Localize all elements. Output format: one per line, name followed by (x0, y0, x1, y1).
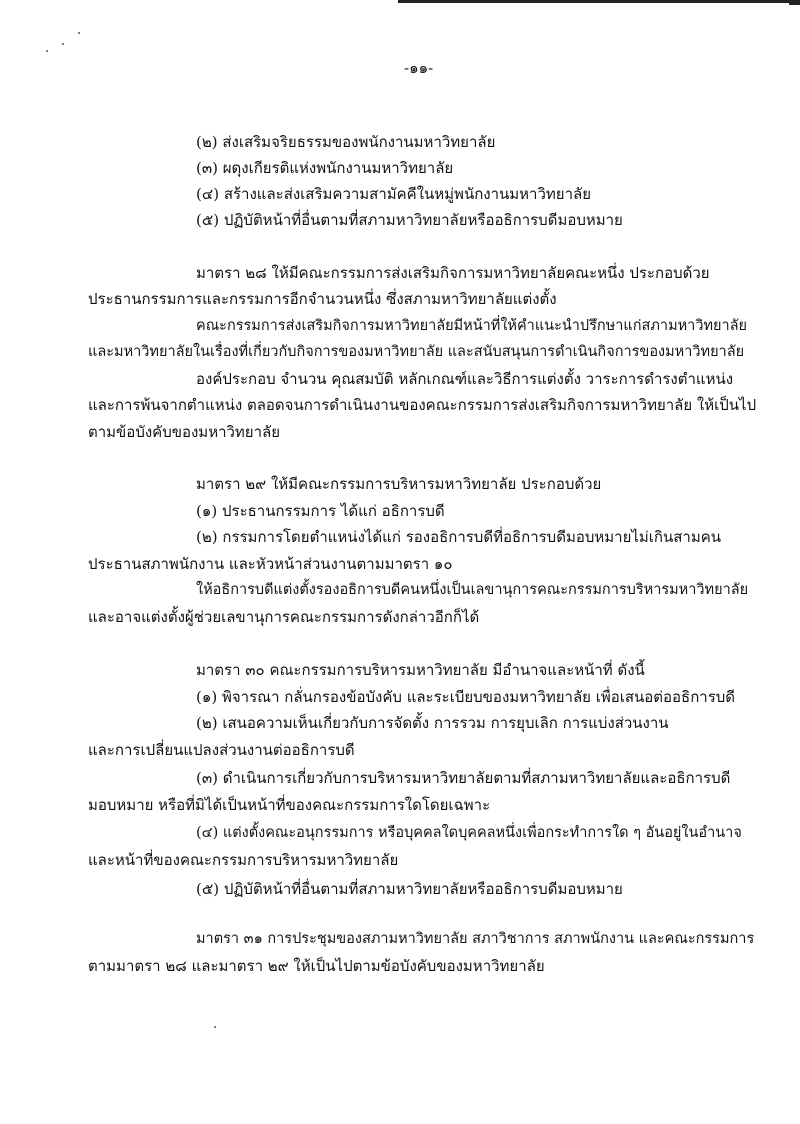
scan-speck (62, 43, 64, 45)
scan-speck (214, 1026, 216, 1028)
text-line: (๓) ผดุงเกียรติแห่งพนักงานมหาวิทยาลัย (196, 159, 454, 177)
text-line: มอบหมาย หรือที่มิได้เป็นหน้าที่ของคณะกรรมการใดโดยเฉพาะ (88, 796, 491, 814)
text-line: (๑) พิจารณา กลั่นกรองข้อบังคับ และระเบียบของมหาวิทยาลัย เพื่อเสนอต่ออธิการบดี (196, 688, 736, 706)
text-line: (๕) ปฏิบัติหน้าที่อื่นตามที่สภามหาวิทยาลัยหรืออธิการบดีมอบหมาย (196, 880, 623, 898)
text-line: (๒) เสนอความเห็นเกี่ยวกับการจัดตั้ง การรวม การยุบเลิก การแบ่งส่วนงาน (196, 714, 669, 732)
text-line: (๕) ปฏิบัติหน้าที่อื่นตามที่สภามหาวิทยาลัยหรืออธิการบดีมอบหมาย (196, 211, 623, 229)
text-line: ประธานกรรมการและกรรมการอีกจำนวนหนึ่ง ซึ่งสภามหาวิทยาลัยแต่งตั้ง (88, 290, 557, 308)
text-line: และการพ้นจากตำแหน่ง ตลอดจนการดำเนินงานของคณะกรรมการส่งเสริมกิจการมหาวิทยาลัย ให้เป็นไป (88, 396, 757, 414)
page-number: -๑๑- (404, 59, 434, 77)
text-line: และมหาวิทยาลัยในเรื่องที่เกี่ยวกับกิจการของมหาวิทยาลัย และสนับสนุนการดำเนินกิจการของมหาวิทยาลัย (88, 344, 745, 360)
section-heading-29: มาตรา ๒๙ ให้มีคณะกรรมการบริหารมหาวิทยาลัย ประกอบด้วย (196, 475, 602, 493)
text-line: (๓) ดำเนินการเกี่ยวกับการบริหารมหาวิทยาลัยตามที่สภามหาวิทยาลัยและอธิการบดี (196, 769, 731, 787)
text-line: และอาจแต่งตั้งผู้ช่วยเลขานุการคณะกรรมการดังกล่าวอีกก็ได้ (88, 608, 480, 626)
section-heading-31: มาตรา ๓๑ การประชุมของสภามหาวิทยาลัย สภาวิชาการ สภาพนักงาน และคณะกรรมการ (196, 931, 755, 947)
text-line: (๔) แต่งตั้งคณะอนุกรรมการ หรือบุคคลใดบุคคลหนึ่งเพื่อกระทำการใด ๆ อันอยู่ในอำนาจ (196, 825, 742, 841)
text-line: (๑) ประธานกรรมการ ได้แก่ อธิการบดี (196, 502, 445, 520)
section-heading-28: มาตรา ๒๘ ให้มีคณะกรรมการส่งเสริมกิจการมหาวิทยาลัยคณะหนึ่ง ประกอบด้วย (196, 264, 710, 282)
text-line: ให้อธิการบดีแต่งตั้งรองอธิการบดีคนหนึ่งเป็นเลขานุการคณะกรรมการบริหารมหาวิทยาลัย (196, 582, 749, 598)
text-line: (๔) สร้างและส่งเสริมความสามัคคีในหมู่พนักงานมหาวิทยาลัย (196, 185, 591, 203)
text-line: ประธานสภาพนักงาน และหัวหน้าส่วนงานตามมาตรา ๑๐ (88, 555, 453, 573)
text-line: (๒) ส่งเสริมจริยธรรมของพนักงานมหาวิทยาลัย (196, 133, 496, 151)
text-line: ตามข้อบังคับของมหาวิทยาลัย (88, 423, 281, 441)
text-line: และการเปลี่ยนแปลงส่วนงานต่ออธิการบดี (88, 741, 355, 759)
text-line: และหน้าที่ของคณะกรรมการบริหารมหาวิทยาลัย (88, 851, 399, 869)
text-line: คณะกรรมการส่งเสริมกิจการมหาวิทยาลัยมีหน้าที่ให้คำแนะนำปรึกษาแก่สภามหาวิทยาลัย (196, 318, 748, 334)
top-edge-rule-tail (789, 0, 800, 5)
scan-speck (46, 50, 48, 52)
text-line: ตามมาตรา ๒๘ และมาตรา ๒๙ ให้เป็นไปตามข้อบังคับของมหาวิทยาลัย (88, 957, 545, 975)
text-line: องค์ประกอบ จำนวน คุณสมบัติ หลักเกณฑ์และวิธีการแต่งตั้ง วาระการดำรงตำแหน่ง (196, 370, 734, 388)
top-edge-rule (398, 0, 800, 3)
text-line: (๒) กรรมการโดยตำแหน่งได้แก่ รองอธิการบดีที่อธิการบดีมอบหมายไม่เกินสามคน (196, 528, 721, 546)
scan-speck (78, 32, 80, 34)
section-heading-30: มาตรา ๓๐ คณะกรรมการบริหารมหาวิทยาลัย มีอำนาจและหน้าที่ ดังนี้ (196, 661, 645, 679)
